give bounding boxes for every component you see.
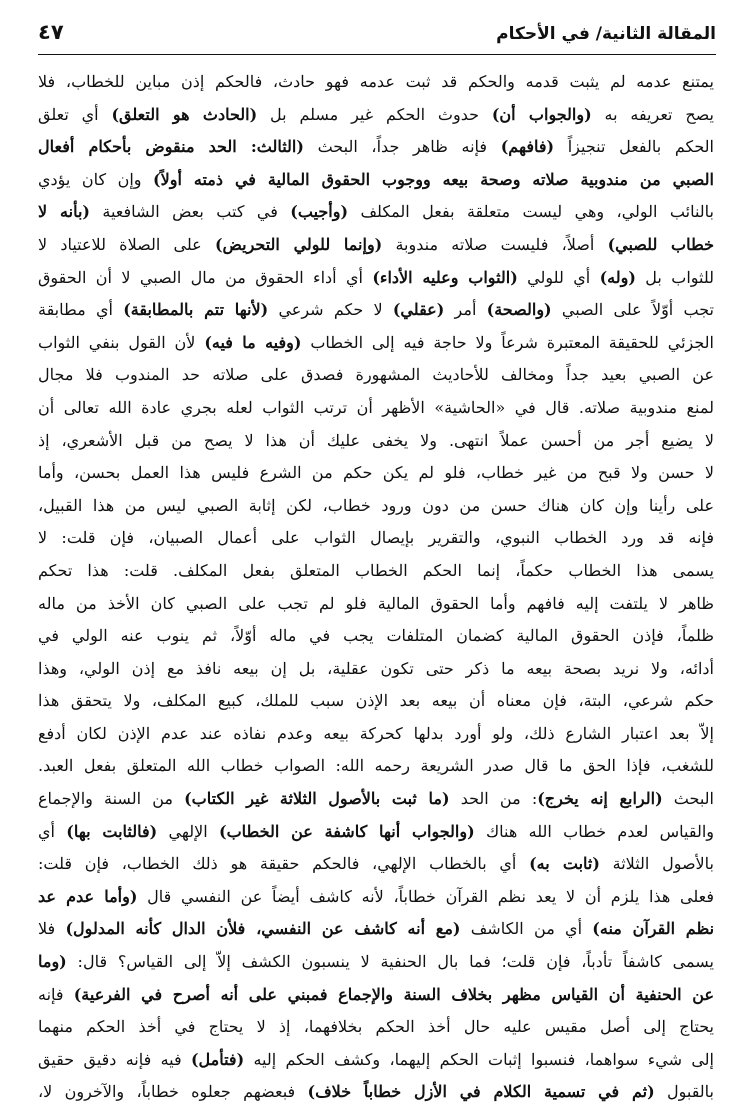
page-header xyxy=(38,16,716,55)
text-segment: على رأينا وإن كان هناك حسن من دون ورود خطاب، لكن إثابة الصبي ليس من هذا القبيل، xyxy=(38,495,714,515)
text-segment: يسمى هذا الخطاب حكماً، إنما الحكم الخطاب المتعلق بفعل المكلف. قلت: هذا تحكم xyxy=(38,560,714,580)
text-line xyxy=(38,229,714,262)
text-line xyxy=(38,425,714,458)
text-line xyxy=(38,913,714,946)
text-segment: أي أداء الحقوق من مال الصبي لا أن الحقوق xyxy=(38,267,373,287)
page-number: ٤٧ xyxy=(38,20,64,44)
bold-text-segment: (والصحة) xyxy=(486,300,552,320)
text-segment: يسمى كاشفاً تأدباً، فإن قلت؛ فما بال الحنفية لا ينسبون الكشف إلاّ إلى القياس؟ قال: xyxy=(66,952,714,972)
text-segment: لا يضيع أجر من أحسن عملاً انتهى. ولا يخفى عليك أن هذا لا يصح من قبل الأشعري، إذ xyxy=(38,430,714,450)
text-line xyxy=(38,685,714,718)
bold-text-segment: (لأنها تتم بالمطابقة) xyxy=(123,300,269,320)
text-segment: فعلى هذا يلزم أن لا يعد نظم القرآن خطاباً، لأنه كاشف أيضاً عن النفسي قال xyxy=(137,886,714,906)
bold-text-segment: (وأجيب) xyxy=(290,202,349,222)
text-segment: تجب أوّلاً على الصبي xyxy=(551,300,714,320)
bold-text-segment: (عقلي) xyxy=(392,300,445,320)
text-line xyxy=(38,555,714,588)
text-segment: إلاّ بعد اعتبار الشارع ذلك، ولو أورد بدلها كحركة بيعه وعدم نفاذه عند عدم الإذن لكان أدفع xyxy=(38,723,714,743)
bold-text-segment: نظم القرآن منه) xyxy=(592,919,714,939)
bold-text-segment: (فافهم) xyxy=(500,137,555,157)
bold-text-segment: (الحادث هو التعلق) xyxy=(111,104,258,124)
text-line xyxy=(38,359,714,392)
bold-text-segment: (الثالث: الحد منقوض بأحكام أفعال xyxy=(38,137,304,157)
text-segment: لا حسن ولا قبح من غير خطاب، فلو لم يكن حكم من الشرع فليس هذا العمل بحسن، وأما xyxy=(38,463,714,483)
bold-text-segment: (ثابت به) xyxy=(529,854,600,874)
text-segment: بالأصول الثلاثة xyxy=(599,854,714,874)
text-segment: أي بالخطاب الإلهي، فالحكم حقيقة هو ذلك الخطاب، فإن قلت: xyxy=(38,854,530,874)
text-line xyxy=(38,99,714,132)
text-line xyxy=(38,196,714,229)
text-line xyxy=(38,816,714,849)
text-segment: عن الصبي بعيد جداً ومخالف للأحاديث المشهورة فصدق على صلاته حد المندوب فلا مجال xyxy=(38,365,714,385)
text-line xyxy=(38,164,714,197)
text-segment: أي للولي xyxy=(517,267,600,287)
text-segment: لمنع مندوبية صلاته. قال في «الحاشية» الأظهر أن ترتب الثواب لعله بجري عادة الله تعالى أن xyxy=(38,397,714,417)
text-segment: للشغب، فإذا الحق ما قال صدر الشريعة رحمه الله: الصواب خطاب الله المتعلق بفعل العبد. xyxy=(38,756,714,776)
text-segment: فإنه قد ورد الخطاب النبوي، والتقرير بإيصال الثواب على أعمال الصبيان، فإن قلت: لا xyxy=(38,528,714,548)
text-segment: يمتنع عدمه لم يثبت قدمه والحكم قد ثبت عدمه فهو حادث، فالحكم إذن مباين للخطاب، فلا xyxy=(38,72,714,91)
bold-text-segment: (والجواب أنها كاشفة عن الخطاب) xyxy=(219,821,475,841)
text-line xyxy=(38,1044,714,1077)
text-segment: أمر xyxy=(444,300,487,320)
running-title: المقالة الثانية/ في الأحكام xyxy=(496,24,716,44)
text-line xyxy=(38,653,714,686)
bold-text-segment: (وله) xyxy=(599,267,636,287)
text-segment: أي xyxy=(38,821,67,841)
text-line xyxy=(38,848,714,881)
text-segment: حكم شرعي، البتة، فإن معناه أن بيعه بعد الإذن سبب للملك، كبيع المكلف، ولا يتحقق هذا xyxy=(38,691,714,711)
bold-text-segment: (وفيه ما فيه) xyxy=(204,332,302,352)
text-segment: فبعضهم جعلوه خطاباً، والآخرون لا، xyxy=(38,1082,308,1102)
bold-text-segment: (وأما عدم عد xyxy=(38,886,138,906)
text-segment: أصلاً، فليست صلاته مندوبة xyxy=(382,234,608,254)
text-line xyxy=(38,750,714,783)
text-line xyxy=(38,1076,714,1109)
bold-text-segment: (ما ثبت بالأصول الثلاثة غير الكتاب) xyxy=(184,789,450,809)
text-segment: للثواب بل xyxy=(635,267,714,287)
body-text xyxy=(38,66,714,1109)
text-line xyxy=(38,588,714,621)
text-line xyxy=(38,392,714,425)
text-segment: : من الحد xyxy=(449,789,538,809)
text-line xyxy=(38,979,714,1012)
text-segment: البحث xyxy=(662,789,714,809)
text-segment: ظاهر لا يلتفت إليه فافهم وأما الحقوق المالية فلو لم تجب على الصبي كان الأخذ من ماله xyxy=(38,593,714,613)
bold-text-segment: (الثواب وعليه الأداء) xyxy=(372,267,518,287)
text-segment: بالنائب الولي، وهي ليست متعلقة بفعل المكلف xyxy=(348,202,714,222)
text-segment: يحتاج إلى أصل مقيس عليه حال أخذ الحكم بخلافهما، إذ لا يحتاج في أخذ الحكم منهما xyxy=(38,1017,714,1037)
text-segment: لا حكم شرعي xyxy=(268,300,393,320)
text-segment: لأن القول بنفي الثواب xyxy=(38,332,205,352)
bold-text-segment: (الرابع إنه يخرج) xyxy=(537,789,663,809)
text-line xyxy=(38,262,714,295)
text-segment: الجزئي للحقيقة المعتبرة شرعاً ولا حاجة فيه إلى الخطاب xyxy=(301,332,714,352)
text-segment: في كتب بعض الشافعية xyxy=(89,202,291,222)
text-line xyxy=(38,620,714,653)
text-line xyxy=(38,294,714,327)
text-line xyxy=(38,1011,714,1044)
text-segment: فإنه ظاهر جداً، البحث xyxy=(303,137,501,157)
text-line xyxy=(38,66,714,99)
text-segment: حدوث الحكم غير مسلم بل xyxy=(257,104,492,124)
text-line xyxy=(38,783,714,816)
text-segment: ظلماً، فإذن الحقوق المالية كضمان المتلفات يجب في ماله أوّلاً، ثم ينوب عنه الولي في xyxy=(38,626,714,646)
bold-text-segment: (بأنه لا xyxy=(38,202,90,222)
bold-text-segment: (والجواب أن) xyxy=(491,104,592,124)
bold-text-segment: (فتأمل) xyxy=(190,1049,245,1069)
text-line xyxy=(38,718,714,751)
bold-text-segment: (مع أنه كاشف عن النفسي، فلأن الدال كأنه المدلول) xyxy=(65,919,461,939)
bold-text-segment: عن الحنفية أن القياس مظهر بخلاف السنة والإجماع فمبني على أنه أصرح في الفرعية) xyxy=(73,984,714,1004)
text-line xyxy=(38,131,714,164)
text-segment: فيه فإنه دقيق حقيق xyxy=(38,1049,191,1069)
text-segment: أي مطابقة xyxy=(38,300,124,320)
text-segment: أي تعلق xyxy=(38,104,112,124)
text-line xyxy=(38,327,714,360)
text-line xyxy=(38,490,714,523)
text-line xyxy=(38,946,714,979)
text-line xyxy=(38,522,714,555)
text-segment: بالقبول xyxy=(654,1082,714,1102)
text-line xyxy=(38,457,714,490)
text-segment: الحكم بالفعل تنجيزاً xyxy=(554,137,714,157)
text-segment: والقياس لعدم خطاب الله هناك xyxy=(474,821,714,841)
text-segment: وإن كان يؤدي xyxy=(38,169,154,189)
text-segment: على الصلاة للاعتياد لا xyxy=(38,234,215,254)
text-segment: إلى شيء سواهما، فنسبوا إثبات الحكم إليهما، وكشف الحكم إليه xyxy=(244,1049,714,1069)
bold-text-segment: (فالثابت بها) xyxy=(66,821,158,841)
bold-text-segment: (وإنما للولي التحريض) xyxy=(214,234,383,254)
text-segment: فإنه xyxy=(38,984,74,1004)
text-segment: يصح تعريفه به xyxy=(591,104,714,124)
text-segment: أدائه، ولا نريد بصحة بيعه ما ذكر حتى تكون عقلية، بل إن بيعه نافذ مع إذن الولي، وهذا xyxy=(38,658,714,678)
text-segment: فلا xyxy=(38,919,66,939)
bold-text-segment: (وما xyxy=(38,952,67,972)
text-segment: الإلهي xyxy=(157,821,220,841)
bold-text-segment: الصبي من مندوبية صلاته وصحة بيعه ووجوب الحقوق المالية في ذمته أولاً) xyxy=(153,169,714,189)
text-segment: من السنة والإجماع xyxy=(38,789,185,809)
bold-text-segment: (ثم في تسمية الكلام في الأزل خطاباً خلاف) xyxy=(307,1082,655,1102)
bold-text-segment: خطاب للصبي) xyxy=(607,234,714,254)
text-segment: أي من الكاشف xyxy=(460,919,593,939)
text-line xyxy=(38,881,714,914)
